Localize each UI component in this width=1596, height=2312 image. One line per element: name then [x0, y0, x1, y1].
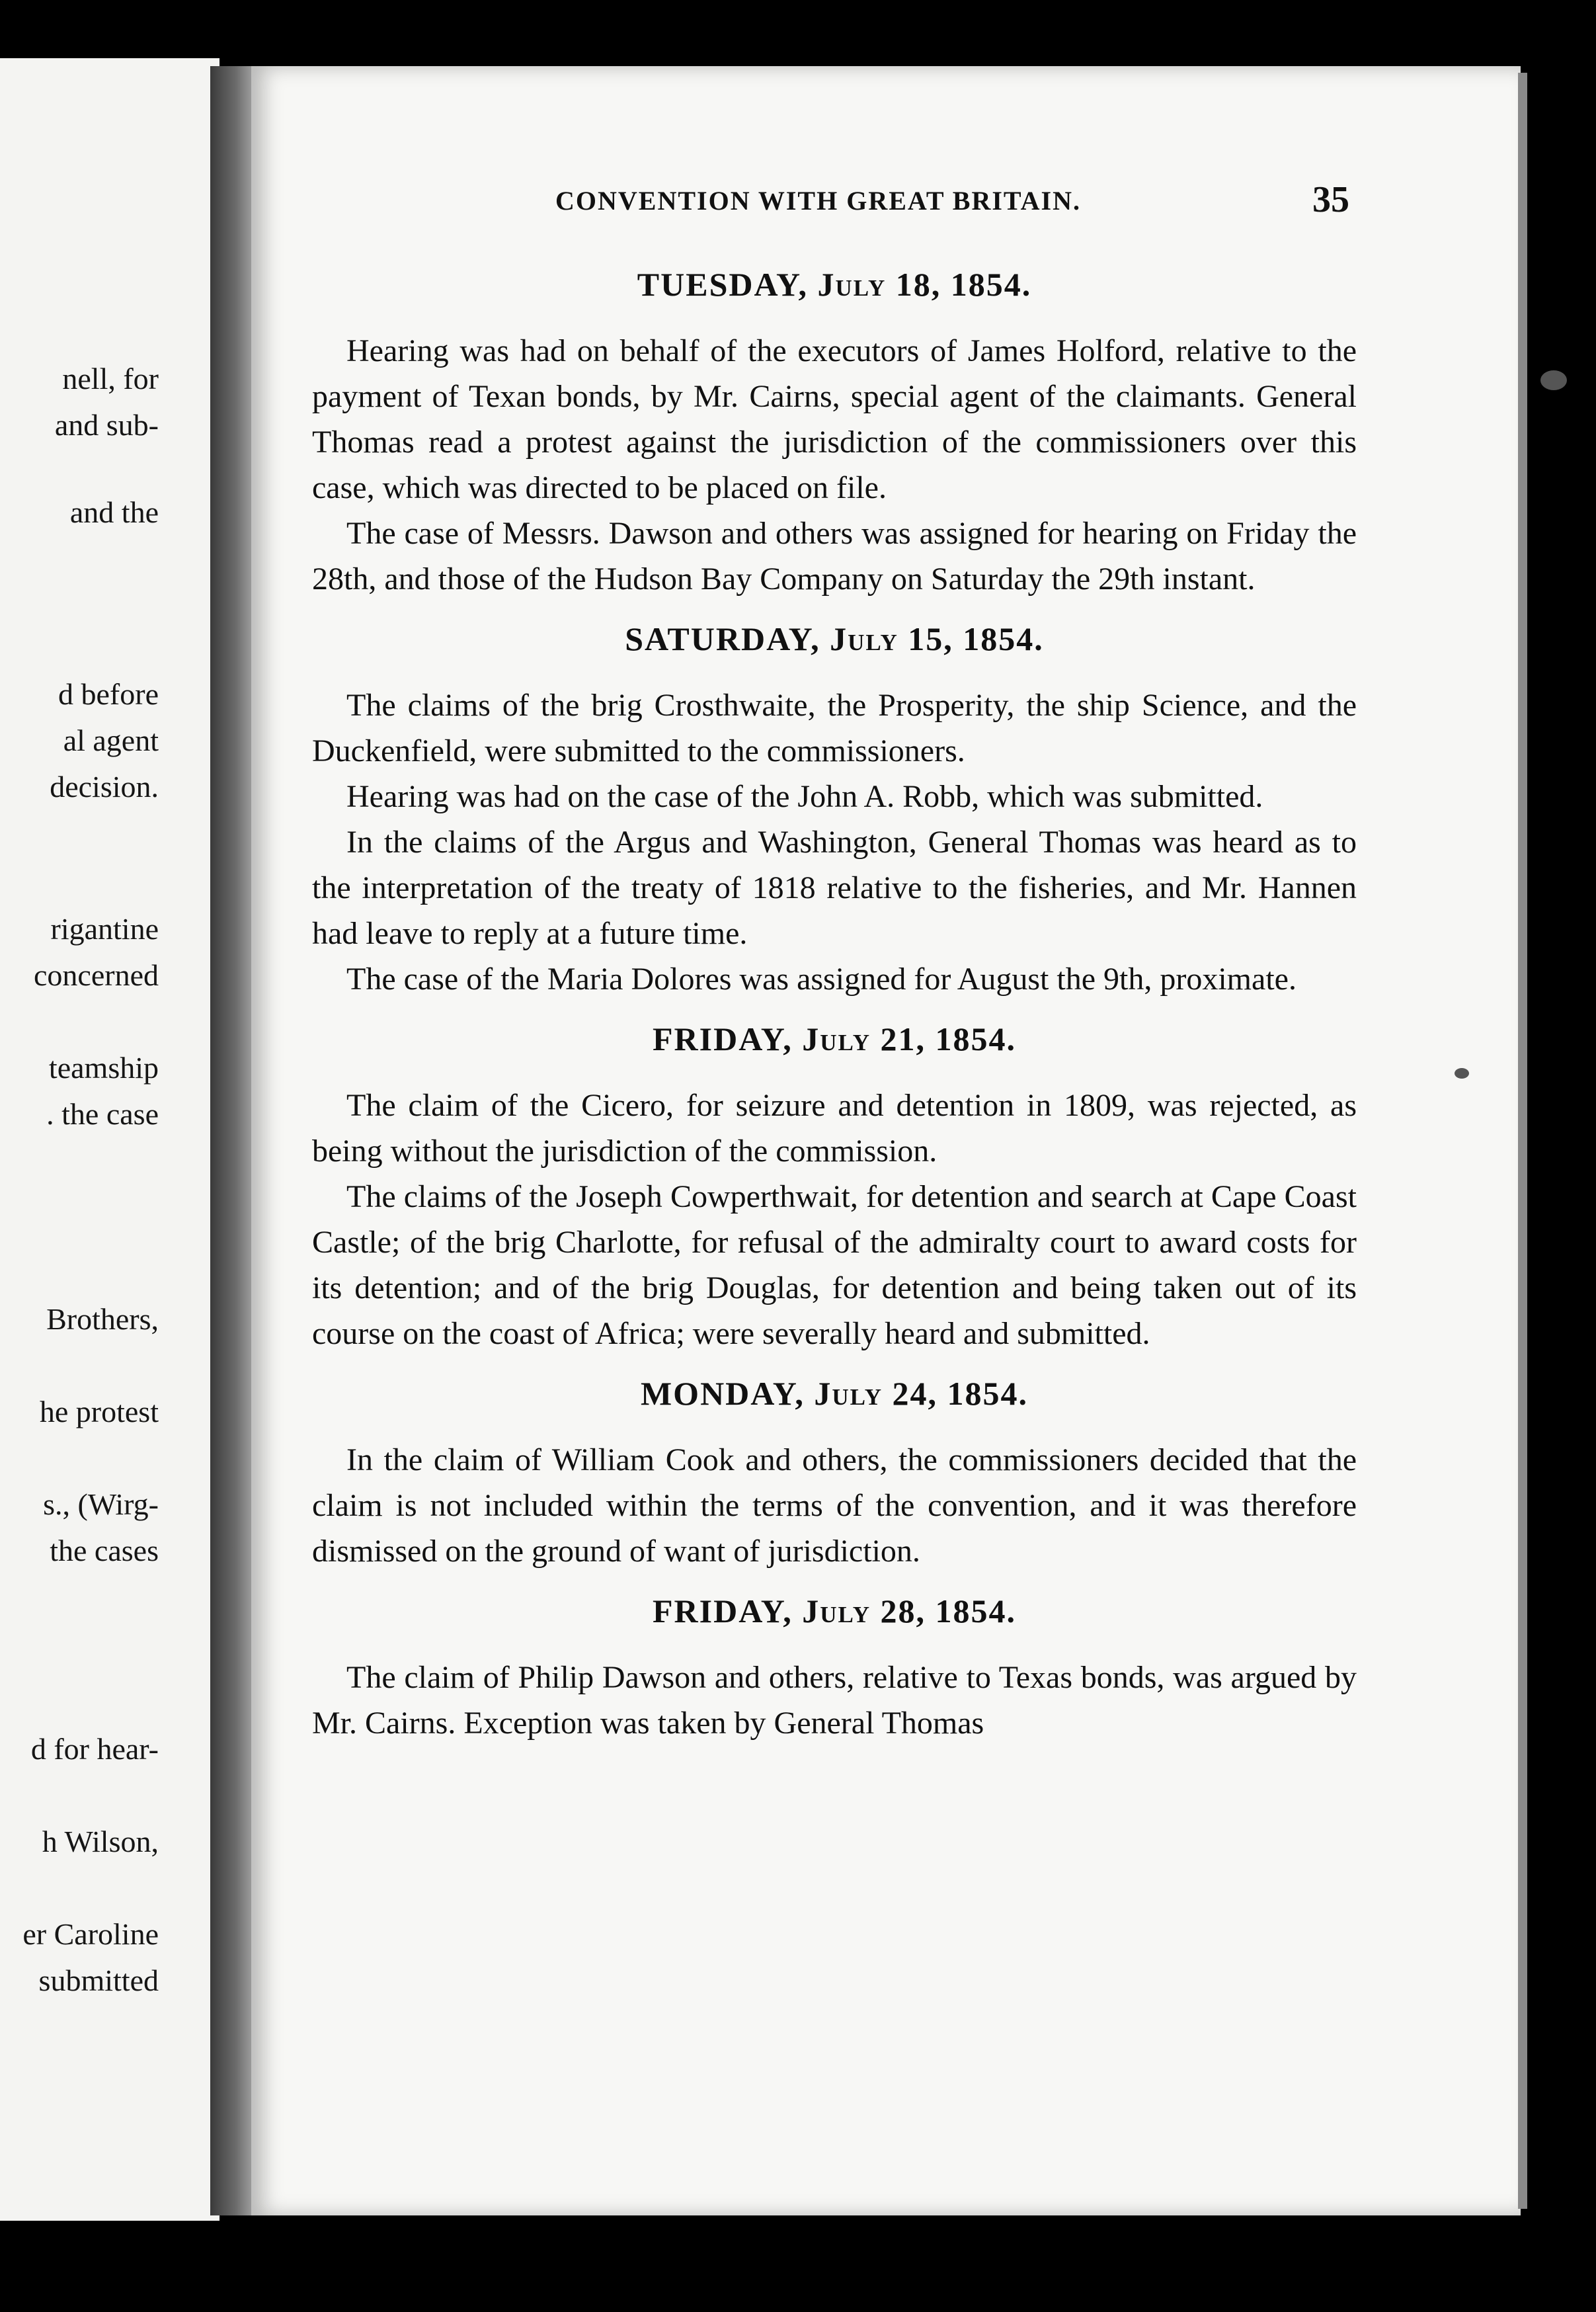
paragraph: Hearing was had on behalf of the executors of James Holford, relative to the payment of Texan bonds, by Mr. Cairns, special agent of the claimants. General Thomas read a protest against the jurisdiction of the commissioners over this case, which was directed to be placed on file. — [312, 333, 1357, 505]
left-page-fragment: the cases — [50, 1534, 159, 1567]
date-heading — [312, 265, 1357, 304]
paragraph: The claims of the Joseph Cowperthwait, for detention and search at Cape Coast Castle; of the brig Charlotte, for refusal of the admiralty court to award costs for its detention; and of the brig Douglas, for detention and being taken out of its course on the coast of Africa; were severally heard and submitted. — [312, 1179, 1357, 1351]
left-page-fragment: concerned — [34, 958, 159, 992]
left-page-fragment: and the — [69, 495, 159, 529]
page-edge — [1518, 73, 1527, 2209]
entry-section — [312, 1019, 1357, 1356]
page-body — [312, 265, 1357, 1763]
date-heading — [312, 619, 1357, 659]
left-page-fragment: rigantine — [50, 912, 159, 946]
heading-day: FRIDAY, — [653, 1592, 793, 1630]
heading-date: 28, 1854. — [880, 1592, 1016, 1630]
heading-month: July — [802, 1592, 871, 1630]
left-page-fragment: . the case — [46, 1097, 159, 1131]
running-title: CONVENTION WITH GREAT BRITAIN. — [555, 186, 1081, 216]
paragraph: The claim of the Cicero, for seizure and detention in 1809, was rejected, as being without the jurisdiction of the commission. — [312, 1088, 1357, 1169]
date-heading — [312, 1591, 1357, 1631]
left-page-fragment: decision. — [50, 770, 159, 804]
heading-day: FRIDAY, — [653, 1020, 793, 1057]
left-page-fragment: and sub- — [54, 408, 159, 442]
paragraph: In the claims of the Argus and Washington, General Thomas was heard as to the interpretation of the treaty of 1818 relative to the fisheries, and Mr. Hannen had leave to reply at a future time. — [312, 825, 1357, 951]
left-page-fragment: s., (Wirg- — [43, 1487, 159, 1521]
date-heading — [312, 1019, 1357, 1059]
book-page — [251, 66, 1521, 2215]
heading-month: July — [802, 1020, 871, 1057]
heading-day: TUESDAY, — [637, 266, 809, 303]
heading-month: July — [817, 266, 887, 303]
left-page-fragment: Brothers, — [46, 1302, 159, 1336]
entry-section — [312, 619, 1357, 1002]
scan-speck — [1455, 1068, 1469, 1079]
paragraph: The claims of the brig Crosthwaite, the Prosperity, the ship Science, and the Duckenfield, were submitted to the commissioners. — [312, 688, 1357, 768]
heading-date: 18, 1854. — [895, 266, 1032, 303]
heading-date: 15, 1854. — [908, 620, 1044, 657]
paragraph: In the claim of William Cook and others, the commissioners decided that the claim is not included within the terms of the convention, and it was therefore dismissed on the ground of want of jurisdiction. — [312, 1442, 1357, 1569]
left-page-fragment: al agent — [63, 723, 159, 757]
entry-section — [312, 1374, 1357, 1574]
page-number: 35 — [1312, 179, 1349, 220]
entry-section — [312, 1591, 1357, 1746]
date-heading — [312, 1374, 1357, 1413]
left-page-fragment: teamship — [48, 1051, 159, 1085]
paragraph: Hearing was had on the case of the John A. Robb, which was submitted. — [346, 779, 1263, 814]
left-facing-page — [0, 58, 219, 2221]
running-head — [251, 179, 1521, 231]
heading-day: MONDAY, — [640, 1375, 805, 1412]
left-page-fragment: submitted — [38, 1963, 159, 1997]
heading-date: 21, 1854. — [880, 1020, 1016, 1057]
paragraph: The case of Messrs. Dawson and others was assigned for hearing on Friday the 28th, and those of the Hudson Bay Company on Saturday the 29th instant. — [312, 516, 1357, 597]
heading-date: 24, 1854. — [892, 1375, 1029, 1412]
heading-day: SATURDAY, — [625, 620, 820, 657]
heading-month: July — [830, 620, 898, 657]
entry-section — [312, 265, 1357, 602]
heading-month: July — [814, 1375, 883, 1412]
left-page-fragment: nell, for — [62, 362, 159, 395]
left-page-fragment: he protest — [39, 1395, 159, 1428]
paragraph: The claim of Philip Dawson and others, relative to Texas bonds, was argued by Mr. Cairns. Exception was taken by General Thomas — [312, 1660, 1357, 1741]
scan-speck — [1540, 370, 1567, 390]
paragraph: The case of the Maria Dolores was assigned for August the 9th, proximate. — [346, 962, 1297, 997]
left-page-fragment: h Wilson, — [42, 1825, 159, 1858]
left-page-fragment: d before — [58, 677, 159, 711]
left-page-fragment: d for hear- — [30, 1732, 159, 1766]
left-page-fragment: er Caroline — [22, 1917, 159, 1951]
